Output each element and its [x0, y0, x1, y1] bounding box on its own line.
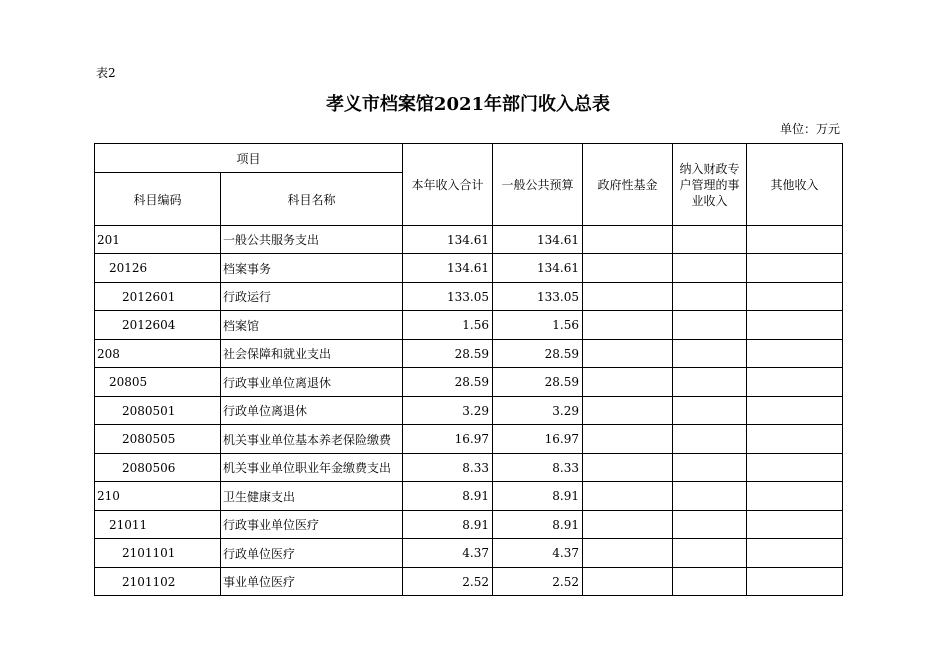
cell-general-budget: 28.59: [493, 368, 583, 397]
cell-code: 2080501: [95, 397, 221, 425]
cell-gov-fund: [583, 454, 673, 482]
cell-total: 1.56: [403, 311, 493, 340]
table-row: [95, 511, 843, 539]
cell-total: 4.37: [403, 539, 493, 568]
header-total: 本年收入合计: [403, 144, 493, 226]
cell-name: 行政运行: [221, 283, 403, 311]
cell-gov-fund: [583, 397, 673, 425]
cell-total: 28.59: [403, 368, 493, 397]
table-row: [95, 397, 843, 425]
cell-code: 21011: [95, 511, 221, 539]
cell-name: 机关事业单位基本养老保险缴费: [221, 425, 403, 454]
cell-code: 2012604: [95, 311, 221, 340]
cell-general-budget: 8.91: [493, 482, 583, 511]
cell-name: 卫生健康支出: [221, 482, 403, 511]
cell-other: [747, 283, 843, 311]
cell-general-budget: 16.97: [493, 425, 583, 454]
cell-name: 行政单位离退休: [221, 397, 403, 425]
header-project: 项目: [95, 144, 403, 173]
cell-general-budget: 2.52: [493, 568, 583, 596]
cell-total: 8.91: [403, 482, 493, 511]
cell-other: [747, 425, 843, 454]
cell-other: [747, 511, 843, 539]
table-row: [95, 539, 843, 568]
cell-other: [747, 226, 843, 254]
cell-special-fund: [673, 368, 747, 397]
cell-special-fund: [673, 283, 747, 311]
cell-general-budget: 8.91: [493, 511, 583, 539]
cell-code: 2101101: [95, 539, 221, 568]
table-row: [95, 226, 843, 254]
cell-gov-fund: [583, 311, 673, 340]
cell-code: 208: [95, 340, 221, 368]
cell-code: 2080505: [95, 425, 221, 454]
cell-special-fund: [673, 454, 747, 482]
table-row: [95, 482, 843, 511]
cell-special-fund: [673, 254, 747, 283]
cell-other: [747, 368, 843, 397]
cell-name: 行政事业单位离退休: [221, 368, 403, 397]
cell-total: 134.61: [403, 226, 493, 254]
cell-general-budget: 1.56: [493, 311, 583, 340]
cell-name: 档案馆: [221, 311, 403, 340]
table-row: [95, 425, 843, 454]
cell-gov-fund: [583, 539, 673, 568]
cell-name: 行政事业单位医疗: [221, 511, 403, 539]
cell-special-fund: [673, 311, 747, 340]
cell-name: 一般公共服务支出: [221, 226, 403, 254]
header-gov-fund: 政府性基金: [583, 144, 673, 226]
cell-gov-fund: [583, 482, 673, 511]
cell-special-fund: [673, 482, 747, 511]
unit-label: 单位：万元: [779, 122, 840, 136]
cell-special-fund: [673, 340, 747, 368]
header-other: 其他收入: [747, 144, 843, 226]
cell-name: 社会保障和就业支出: [221, 340, 403, 368]
cell-general-budget: 28.59: [493, 340, 583, 368]
cell-total: 134.61: [403, 254, 493, 283]
cell-gov-fund: [583, 511, 673, 539]
cell-total: 8.91: [403, 511, 493, 539]
cell-other: [747, 568, 843, 596]
cell-name: 事业单位医疗: [221, 568, 403, 596]
cell-code: 2080506: [95, 454, 221, 482]
table-row: [95, 568, 843, 596]
cell-special-fund: [673, 226, 747, 254]
header-row-1: [95, 144, 843, 173]
table-row: [95, 340, 843, 368]
cell-special-fund: [673, 397, 747, 425]
cell-special-fund: [673, 568, 747, 596]
cell-code: 201: [95, 226, 221, 254]
cell-total: 28.59: [403, 340, 493, 368]
cell-gov-fund: [583, 254, 673, 283]
cell-general-budget: 4.37: [493, 539, 583, 568]
cell-special-fund: [673, 511, 747, 539]
cell-other: [747, 311, 843, 340]
cell-gov-fund: [583, 340, 673, 368]
cell-gov-fund: [583, 226, 673, 254]
cell-other: [747, 539, 843, 568]
table-label: 表2: [96, 66, 116, 80]
cell-general-budget: 134.61: [493, 226, 583, 254]
cell-special-fund: [673, 539, 747, 568]
header-special-fund: 纳入财政专户管理的事业收入: [673, 144, 747, 226]
header-general-budget: 一般公共预算: [493, 144, 583, 226]
cell-code: 20805: [95, 368, 221, 397]
cell-special-fund: [673, 425, 747, 454]
cell-general-budget: 134.61: [493, 254, 583, 283]
table-row: [95, 454, 843, 482]
cell-total: 2.52: [403, 568, 493, 596]
cell-general-budget: 133.05: [493, 283, 583, 311]
cell-other: [747, 397, 843, 425]
header-name: 科目名称: [221, 173, 403, 226]
table-row: [95, 254, 843, 283]
cell-name: 档案事务: [221, 254, 403, 283]
header-code: 科目编码: [95, 173, 221, 226]
cell-general-budget: 8.33: [493, 454, 583, 482]
cell-other: [747, 254, 843, 283]
cell-total: 133.05: [403, 283, 493, 311]
cell-other: [747, 340, 843, 368]
cell-total: 16.97: [403, 425, 493, 454]
cell-gov-fund: [583, 425, 673, 454]
cell-gov-fund: [583, 283, 673, 311]
cell-code: 2012601: [95, 283, 221, 311]
cell-general-budget: 3.29: [493, 397, 583, 425]
cell-name: 机关事业单位职业年金缴费支出: [221, 454, 403, 482]
cell-other: [747, 482, 843, 511]
cell-gov-fund: [583, 368, 673, 397]
cell-total: 8.33: [403, 454, 493, 482]
cell-code: 20126: [95, 254, 221, 283]
cell-name: 行政单位医疗: [221, 539, 403, 568]
page-title: 孝义市档案馆2021年部门收入总表: [325, 94, 611, 115]
income-table: [94, 143, 843, 596]
cell-total: 3.29: [403, 397, 493, 425]
table-row: [95, 311, 843, 340]
table-row: [95, 283, 843, 311]
cell-code: 210: [95, 482, 221, 511]
cell-code: 2101102: [95, 568, 221, 596]
table-row: [95, 368, 843, 397]
cell-gov-fund: [583, 568, 673, 596]
cell-other: [747, 454, 843, 482]
